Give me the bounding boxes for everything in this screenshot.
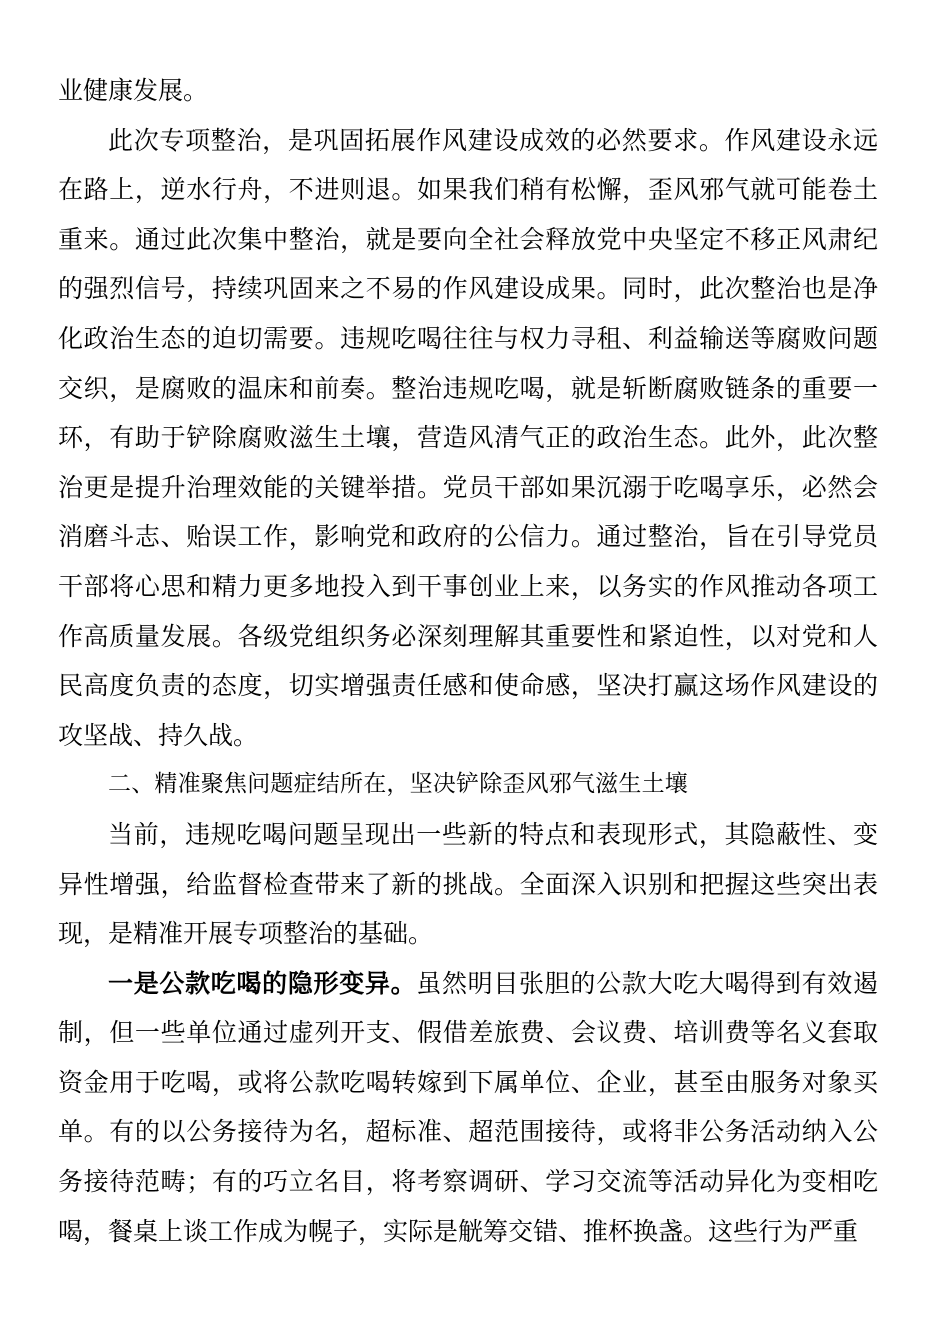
point-one-body: 虽然明目张胆的公款大吃大喝得到有效遏制，但一些单位通过虚列开支、假借差旅费、会议费、培训费等名义套取资金用于吃喝，或将公款吃喝转嫁到下属单位、企业，甚至由服务对象买单。有的以公务接待为名，超标准、超范围接待，或将非公务活动纳入公务接待范畴；有的巧立名目，将考察调研、学习交流等活动异化为变相吃喝，餐桌上谈工作成为幌子，实际是觥筹交错、推杯换盏。这些行为严重 [58,968,878,1246]
document-page [58,66,878,1256]
paragraph-intro: 当前，违规吃喝问题呈现出一些新的特点和表现形式，其隐蔽性、变异性增强，给监督检查带来了新的挑战。全面深入识别和把握这些突出表现，是精准开展专项整治的基础。 [58,819,878,949]
paragraph-significance: 此次专项整治，是巩固拓展作风建设成效的必然要求。作风建设永远在路上，逆水行舟，不进则退。如果我们稍有松懈，歪风邪气就可能卷土重来。通过此次集中整治，就是要向全社会释放党中央坚定不移正风肃纪的强烈信号，持续巩固来之不易的作风建设成果。同时，此次整治也是净化政治生态的迫切需要。违规吃喝往往与权力寻租、利益输送等腐败问题交织，是腐败的温床和前奏。整治违规吃喝，就是斩断腐败链条的重要一环，有助于铲除腐败滋生土壤，营造风清气正的政治生态。此外，此次整治更是提升治理效能的关键举措。党员干部如果沉溺于吃喝享乐，必然会消磨斗志、贻误工作，影响党和政府的公信力。通过整治，旨在引导党员干部将心思和精力更多地投入到干事创业上来，以务实的作风推动各项工作高质量发展。各级党组织务必深刻理解其重要性和紧迫性，以对党和人民高度负责的态度，切实增强责任感和使命感，坚决打赢这场作风建设的攻坚战、持久战。 [58,125,878,750]
paragraph-point-one [58,959,878,1257]
paragraph-continuation: 业健康发展。 [58,76,209,105]
section-heading: 二、精准聚焦问题症结所在，坚决铲除歪风邪气滋生土壤 [108,771,688,798]
point-one-lead: 一是公款吃喝的隐形变异。 [108,968,417,998]
